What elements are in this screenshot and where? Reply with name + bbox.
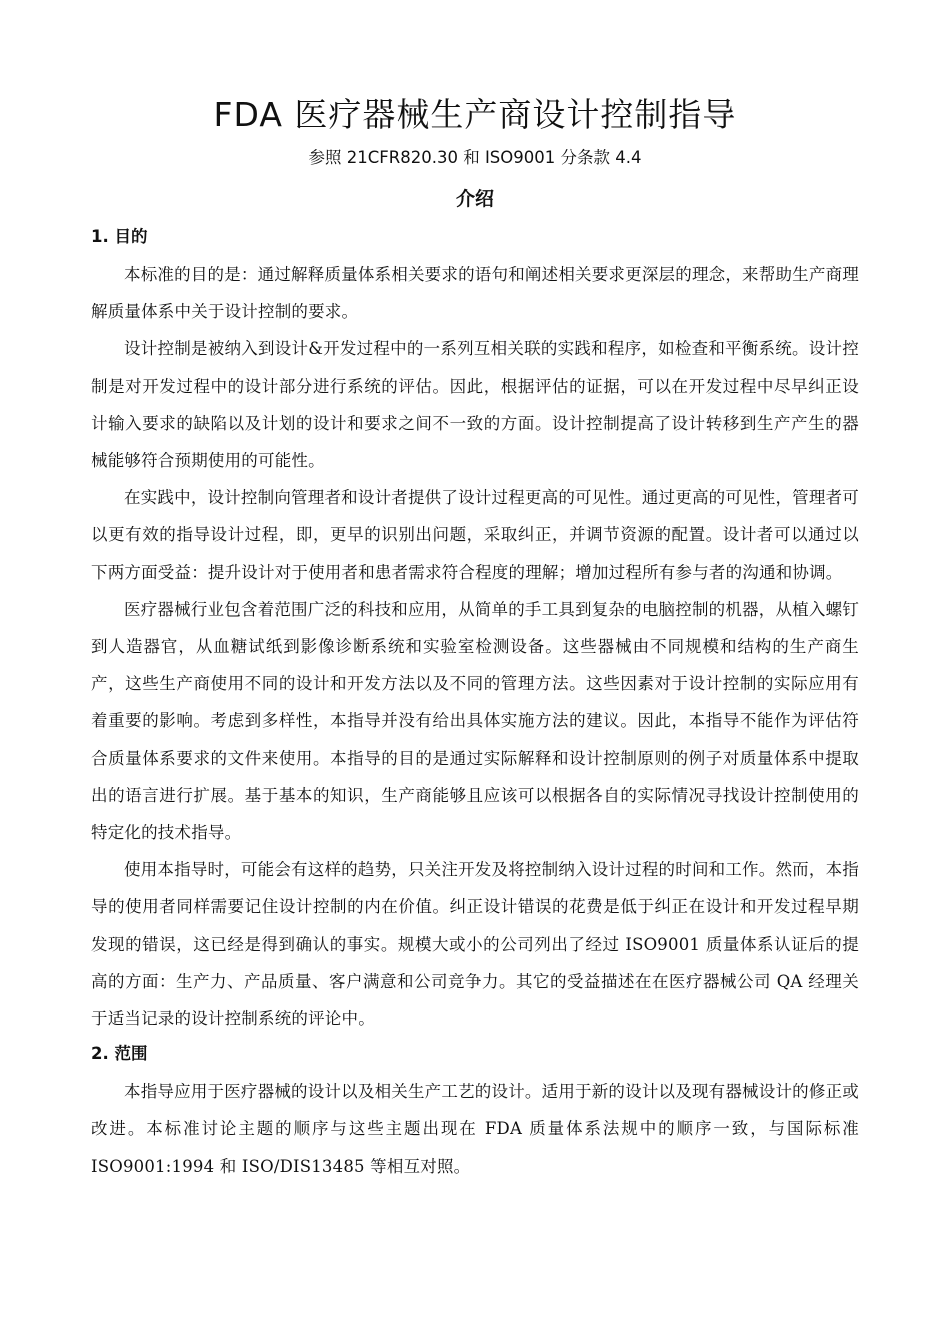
purpose-paragraph-1: 本标准的目的是：通过解释质量体系相关要求的语句和阐述相关要求更深层的理念，来帮助生产商理解质量体系中关于设计控制的要求。 — [91, 265, 859, 322]
purpose-paragraph-4: 医疗器械行业包含着范围广泛的科技和应用，从简单的手工具到复杂的电脑控制的机器，从植入螺钉到人造器官，从血糖试纸到影像诊断系统和实验室检测设备。这些器械由不同规模和结构的生产商生产，这些生产商使用不同的设计和开发方法以及不同的管理方法。这些因素对于设计控制的实际应用有着重要的影响。考虑到多样性，本指导并没有给出具体实施方法的建议。因此，本指导不能作为评估符合质量体系要求的文件来使用。本指导的目的是通过实际解释和设计控制原则的例子对质量体系中提取出的语言进行扩展。基于基本的知识，生产商能够且应该可以根据各自的实际情况寻找设计控制使用的特定化的技术指导。 — [91, 599, 859, 843]
purpose-paragraph-3: 在实践中，设计控制向管理者和设计者提供了设计过程更高的可见性。通过更高的可见性，管理者可以更有效的指导设计过程，即，更早的识别出问题，采取纠正，并调节资源的配置。设计者可以通过以下两方面受益：提升设计对于使用者和患者需求符合程度的理解；增加过程所有参与者的沟通和协调。 — [91, 488, 859, 582]
heading-scope: 2. 范围 — [91, 1044, 148, 1064]
section-heading-introduction: 介绍 — [455, 188, 494, 210]
scope-paragraph-1: 本指导应用于医疗器械的设计以及相关生产工艺的设计。适用于新的设计以及现有器械设计的修正或改进。本标准讨论主题的顺序与这些主题出现在 FDA 质量体系法规中的顺序一致，与国际标准 ISO9001:1994 和 ISO/DIS13485 等相互对照。 — [91, 1082, 859, 1176]
heading-purpose: 1. 目的 — [91, 227, 148, 246]
document-subtitle: 参照 21CFR820.30 和 ISO9001 分条款 4.4 — [308, 148, 642, 167]
purpose-paragraph-2: 设计控制是被纳入到设计&开发过程中的一系列互相关联的实践和程序，如检查和平衡系统。设计控制是对开发过程中的设计部分进行系统的评估。因此，根据评估的证据，可以在开发过程中尽早纠正设计输入要求的缺陷以及计划的设计和要求之间不一致的方面。设计控制提高了设计转移到生产产生的器械能够符合预期使用的可能性。 — [91, 339, 859, 471]
document-title: FDA 医疗器械生产商设计控制指导 — [213, 95, 737, 134]
document-page — [91, 92, 859, 1185]
purpose-paragraph-5: 使用本指导时，可能会有这样的趋势，只关注开发及将控制纳入设计过程的时间和工作。然而，本指导的使用者同样需要记住设计控制的内在价值。纠正设计错误的花费是低于纠正在设计和开发过程早期发现的错误，这已经是得到确认的事实。规模大或小的公司列出了经过 ISO9001 质量体系认证后的提高的方面：生产力、产品质量、客户满意和公司竞争力。其它的受益描述在在医疗器械公司 QA 经理关于适当记录的设计控制系统的评论中。 — [91, 860, 859, 1029]
